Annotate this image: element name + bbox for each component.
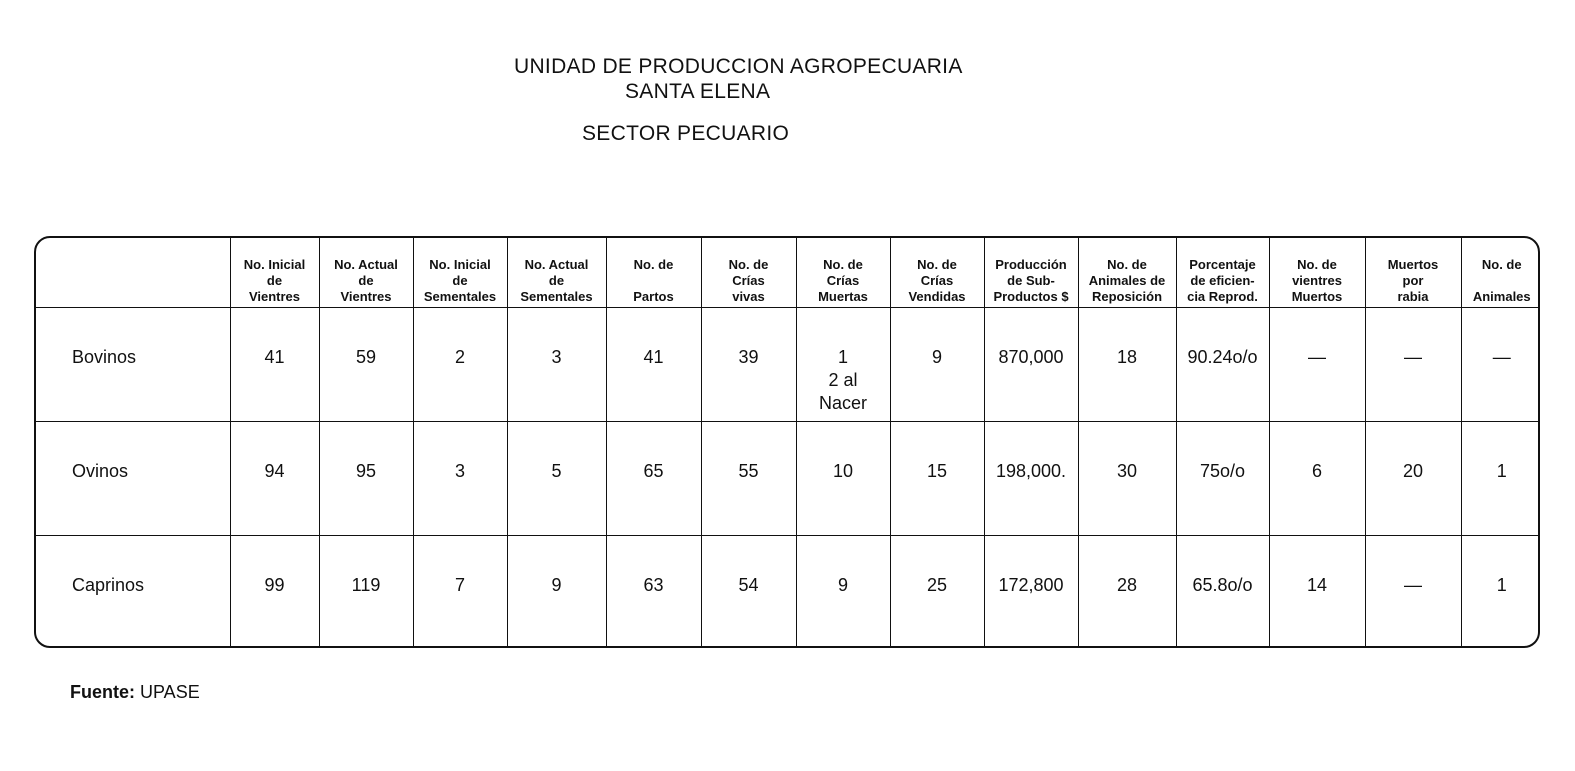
table-cell [701,308,796,422]
cell-value: — [1404,575,1422,595]
cell-value: 63 [643,575,664,595]
table-cell [1461,422,1540,536]
column-header [1365,238,1461,308]
table-cell [606,422,701,536]
table-cell [984,536,1078,649]
cell-value: 65 [643,461,664,481]
table-cell [507,422,606,536]
column-header-line: rabia [1397,289,1429,304]
column-header-line: Sementales [520,289,593,304]
table-cell [796,308,890,422]
livestock-table-frame [34,236,1540,648]
table-body [36,308,1540,649]
table-row [36,308,1540,422]
table-cell [413,308,507,422]
row-label: Bovinos [36,308,230,422]
cell-value: 95 [355,461,377,481]
row-label: Caprinos [36,536,230,649]
table-row [36,536,1540,649]
cell-value: 9 [551,575,562,595]
table-cell [1365,536,1461,649]
column-header [606,238,701,308]
column-header-line: Vendidas [908,289,966,304]
cell-value: 870,000 [998,347,1064,367]
source-note [70,682,200,703]
table-cell [1365,308,1461,422]
table-cell [319,422,413,536]
cell-value: 5 [551,461,562,481]
document-subtitle: SECTOR PECUARIO [582,122,790,145]
cell-value: 20 [1402,461,1424,481]
column-header-line: de [266,273,283,288]
column-header-line: No. de [917,257,957,272]
table-cell [413,536,507,649]
cell-value: 59 [355,347,377,367]
column-header-line: No. Inicial [429,257,491,272]
cell-value: 39 [738,347,759,367]
table-cell [230,536,319,649]
table-cell [606,536,701,649]
table-cell [1176,422,1269,536]
column-header [507,238,606,308]
source-label: Fuente: [70,682,135,702]
table-cell [606,308,701,422]
cell-value: — [1308,347,1326,367]
table-cell [701,422,796,536]
table-cell [1461,308,1540,422]
table-cell [984,422,1078,536]
column-header-line: cia Reprod. [1187,289,1258,304]
cell-value: 18 [1116,347,1138,367]
column-header [230,238,319,308]
cell-value: Nacer [818,393,867,413]
column-header [319,238,413,308]
document-title-location: SANTA ELENA [625,80,771,103]
table-cell [890,308,984,422]
table-cell [1078,422,1176,536]
column-header [1269,238,1365,308]
table-cell [413,422,507,536]
column-header-line: Producción [995,257,1067,272]
table-cell [796,422,890,536]
column-header-line: Muertas [818,289,868,304]
column-header-line: No. de [728,257,769,272]
column-header [984,238,1078,308]
column-header-line: No. de [1107,257,1147,272]
cell-value: 41 [264,347,285,367]
column-header-line: Animales [1472,289,1531,304]
cell-value: — [1492,347,1511,367]
table-cell [1176,536,1269,649]
table-row [36,422,1540,536]
cell-value: 55 [738,461,759,481]
table-cell [230,422,319,536]
column-header-line: Vientres [248,289,301,304]
cell-value: 65.8o/o [1192,575,1253,595]
table-cell [984,308,1078,422]
column-header [1078,238,1176,308]
column-header-line: vivas [732,289,765,304]
column-header-line: de eficien- [1190,273,1255,288]
column-header-line: Crías [732,273,765,288]
cell-value: 10 [832,461,854,481]
column-header [701,238,796,308]
cell-value: 28 [1116,575,1138,595]
cell-value: 14 [1306,575,1328,595]
table-cell [890,536,984,649]
column-header-line: No. de [823,257,863,272]
cell-value: 3 [551,347,562,367]
cell-value: 54 [738,575,759,595]
column-header-line [607,273,701,289]
cell-value: 41 [643,347,664,367]
column-header-line: Crías [920,273,954,288]
cell-value: 9 [837,575,848,595]
cell-value: 198,000. [995,461,1067,481]
column-header-line: de [548,273,565,288]
column-header-line: de [358,273,374,288]
column-header-line: Animales de [1088,273,1166,288]
livestock-table [36,238,1540,648]
cell-value: 25 [926,575,948,595]
table-cell [1365,422,1461,536]
cell-value: 119 [351,575,381,595]
table-cell [796,536,890,649]
column-header-line: de [452,273,468,288]
column-header [1176,238,1269,308]
cell-value: 6 [1311,461,1322,481]
column-header-line: Sementales [423,289,497,304]
table-cell [507,536,606,649]
column-header-line: por [1402,273,1424,288]
cell-value: 15 [926,461,948,481]
cell-value: 90.24o/o [1187,347,1258,367]
column-header-line: No. de [1297,257,1337,272]
cell-value: 1 [1496,461,1507,481]
column-header-line: Partos [633,289,674,304]
cell-value: 75o/o [1199,461,1246,481]
table-cell [1078,308,1176,422]
column-header-line: No. de [1481,257,1522,272]
cell-value: 94 [264,461,285,481]
cell-value: 9 [931,347,942,367]
table-cell [507,308,606,422]
cell-value: 3 [454,461,465,481]
cell-value: 2 [454,347,465,367]
cell-value: 2 al [828,370,858,390]
cell-value: 30 [1116,461,1138,481]
column-header-line: Reposición [1091,289,1163,304]
column-header-line: Crías [826,273,860,288]
table-cell [1269,422,1365,536]
table-cell [1461,536,1540,649]
column-header [413,238,507,308]
source-value: UPASE [140,682,200,702]
column-header-line [1462,273,1541,289]
column-header-line: Productos $ [993,289,1069,304]
table-cell [319,536,413,649]
table-cell [890,422,984,536]
table-cell [1176,308,1269,422]
document-title: UNIDAD DE PRODUCCION AGROPECUARIA [514,55,963,78]
column-header-line: Porcentaje [1189,257,1256,272]
table-cell [1269,536,1365,649]
column-header-line: No. de [633,257,674,272]
column-header-line: Vientres [340,289,392,304]
table-header-row [36,238,1540,308]
table-cell [1078,536,1176,649]
column-header [890,238,984,308]
table-cell [1269,308,1365,422]
column-header-line: No. Actual [524,257,589,272]
column-header-line: vientres [1292,273,1342,288]
column-header-line: No. Inicial [243,257,306,272]
table-cell [230,308,319,422]
column-header-line: No. Actual [334,257,398,272]
header-cell-empty [36,238,230,308]
cell-value: 1 [1496,575,1507,595]
column-header [1461,238,1540,308]
cell-value: 1 [837,347,848,367]
cell-value: 172,800 [998,575,1064,595]
column-header [796,238,890,308]
column-header-line: Muertos [1291,289,1343,304]
table-cell [701,536,796,649]
cell-value: 7 [454,575,465,595]
table-cell [319,308,413,422]
column-header-line: de Sub- [1007,273,1055,288]
column-header-line: Muertos [1387,257,1439,272]
cell-value: 99 [264,575,285,595]
row-label: Ovinos [36,422,230,536]
cell-value: — [1404,347,1422,367]
